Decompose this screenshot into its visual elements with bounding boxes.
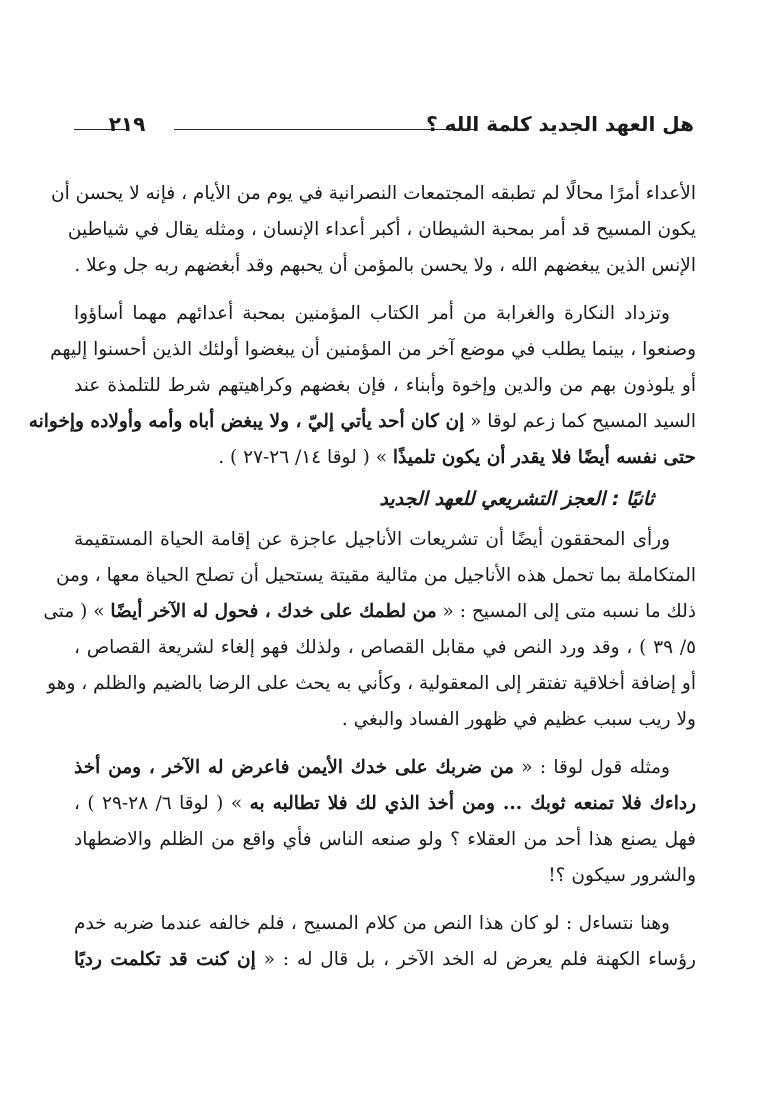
text-line: أو إضافة أخلاقية تفتقر إلى المعقولية ، وكأني به يحث على الرضا بالضيم والظلم ، وهو (47, 673, 696, 694)
quoted-verse: رداءك فلا تمنعه ثوبك ... ومن أخذ الذي لك فلا تطالبه به (249, 793, 697, 814)
section-heading: ثانيًا : العجز التشريعي للعهد الجديد (379, 488, 654, 510)
quoted-verse: إن كان أحد يأتي إليّ ، ولا يبغض أباه وأمه وأولاده وإخوانه (28, 411, 465, 432)
text-line: المتكاملة بما تحمل هذه الأناجيل من مثالية مقيتة يستحيل أن تصلح الحياة معها ، ومن (55, 565, 696, 586)
header-rule (74, 129, 128, 130)
text-line: الإنس الذين يبغضهم الله ، ولا يحسن بالمؤمن أن يحبهم وقد أبغضهم ربه جل وعلا . (74, 255, 696, 276)
verse-reference: » ( لوقا ١٤/ ٢٦-٢٧ ) . (218, 447, 393, 468)
quoted-verse: من ضربك على خدك الأيمن فاعرض له الآخر ، ومن أخذ (74, 757, 514, 778)
quoted-verse: حتى نفسه أيضًا فلا يقدر أن يكون تلميذًا (392, 447, 696, 468)
page-body (28, 176, 697, 978)
text-line (74, 750, 696, 786)
text-line: ٥/ ٣٩ ) ، وقد ورد النص في مقابل القصاص ، ولذلك فهو إلغاء لشريعة القصاص ، (74, 637, 696, 658)
text-line (43, 594, 696, 630)
text-line: الأعداء أمرًا محالًا لم تطبقه المجتمعات النصرانية في يوم من الأيام ، فإنه لا يحسن أن (51, 183, 696, 204)
text-line: وتزداد النكارة والغرابة من أمر الكتاب المؤمنين بمحبة أعدائهم مهما أساؤوا (74, 303, 670, 324)
page-number: ٢١٩ (108, 112, 146, 136)
text-line (28, 404, 696, 440)
text-line: ورأى المحققون أيضًا أن تشريعات الأناجيل عاجزة عن إقامة الحياة المستقيمة (74, 529, 670, 550)
text-line: وصنعوا ، بينما يطلب في موضع آخر من المؤمنين أن يبغضوا أولئك الذين أحسنوا إليهم (50, 339, 696, 360)
text-line: ولا ريب سبب عظيم في ظهور الفساد والبغي . (341, 709, 696, 730)
text-run: رؤساء الكهنة فلم يعرض له الخد الآخر ، بل قال له : « (255, 949, 696, 970)
text-line: يكون المسيح قد أمر بمحبة الشيطان ، أكبر أعداء الإنسان ، ومثله يقال في شياطين (67, 219, 696, 240)
header-title: هل العهد الجديد كلمة الله ؟ (426, 112, 694, 136)
verse-reference: » ( متى (43, 601, 111, 622)
text-line: فهل يصنع هذا أحد من العقلاء ؟ ولو صنعه الناس فأي واقع من الظلم والاضطهاد (74, 829, 696, 850)
running-header (74, 108, 694, 140)
header-rule (174, 129, 476, 130)
text-line (74, 786, 696, 822)
verse-reference: » ( لوقا ٦/ ٢٨-٢٩ ) ، (74, 793, 250, 814)
text-run: ذلك ما نسبه متى إلى المسيح : « (436, 601, 696, 622)
text-line (74, 440, 696, 476)
quoted-verse: من لطمك على خدك ، فحول له الآخر أيضًا (110, 601, 437, 622)
quoted-verse: إن كنت قد تكلمت رديًا (74, 949, 256, 970)
text-run: السيد المسيح كما زعم لوقا « (464, 411, 696, 432)
text-line: والشرور سيكون ؟! (548, 865, 696, 886)
text-run: ومثله قول لوقا : « (513, 757, 670, 778)
text-line (74, 942, 696, 978)
text-line: أو يلوذون بهم من والدين وإخوة وأبناء ، فإن بغضهم وكراهيتهم شرط للتلمذة عند (74, 375, 696, 396)
text-line: وهنا نتساءل : لو كان هذا النص من كلام المسيح ، فلم خالفه عندما ضربه خدم (74, 913, 670, 934)
